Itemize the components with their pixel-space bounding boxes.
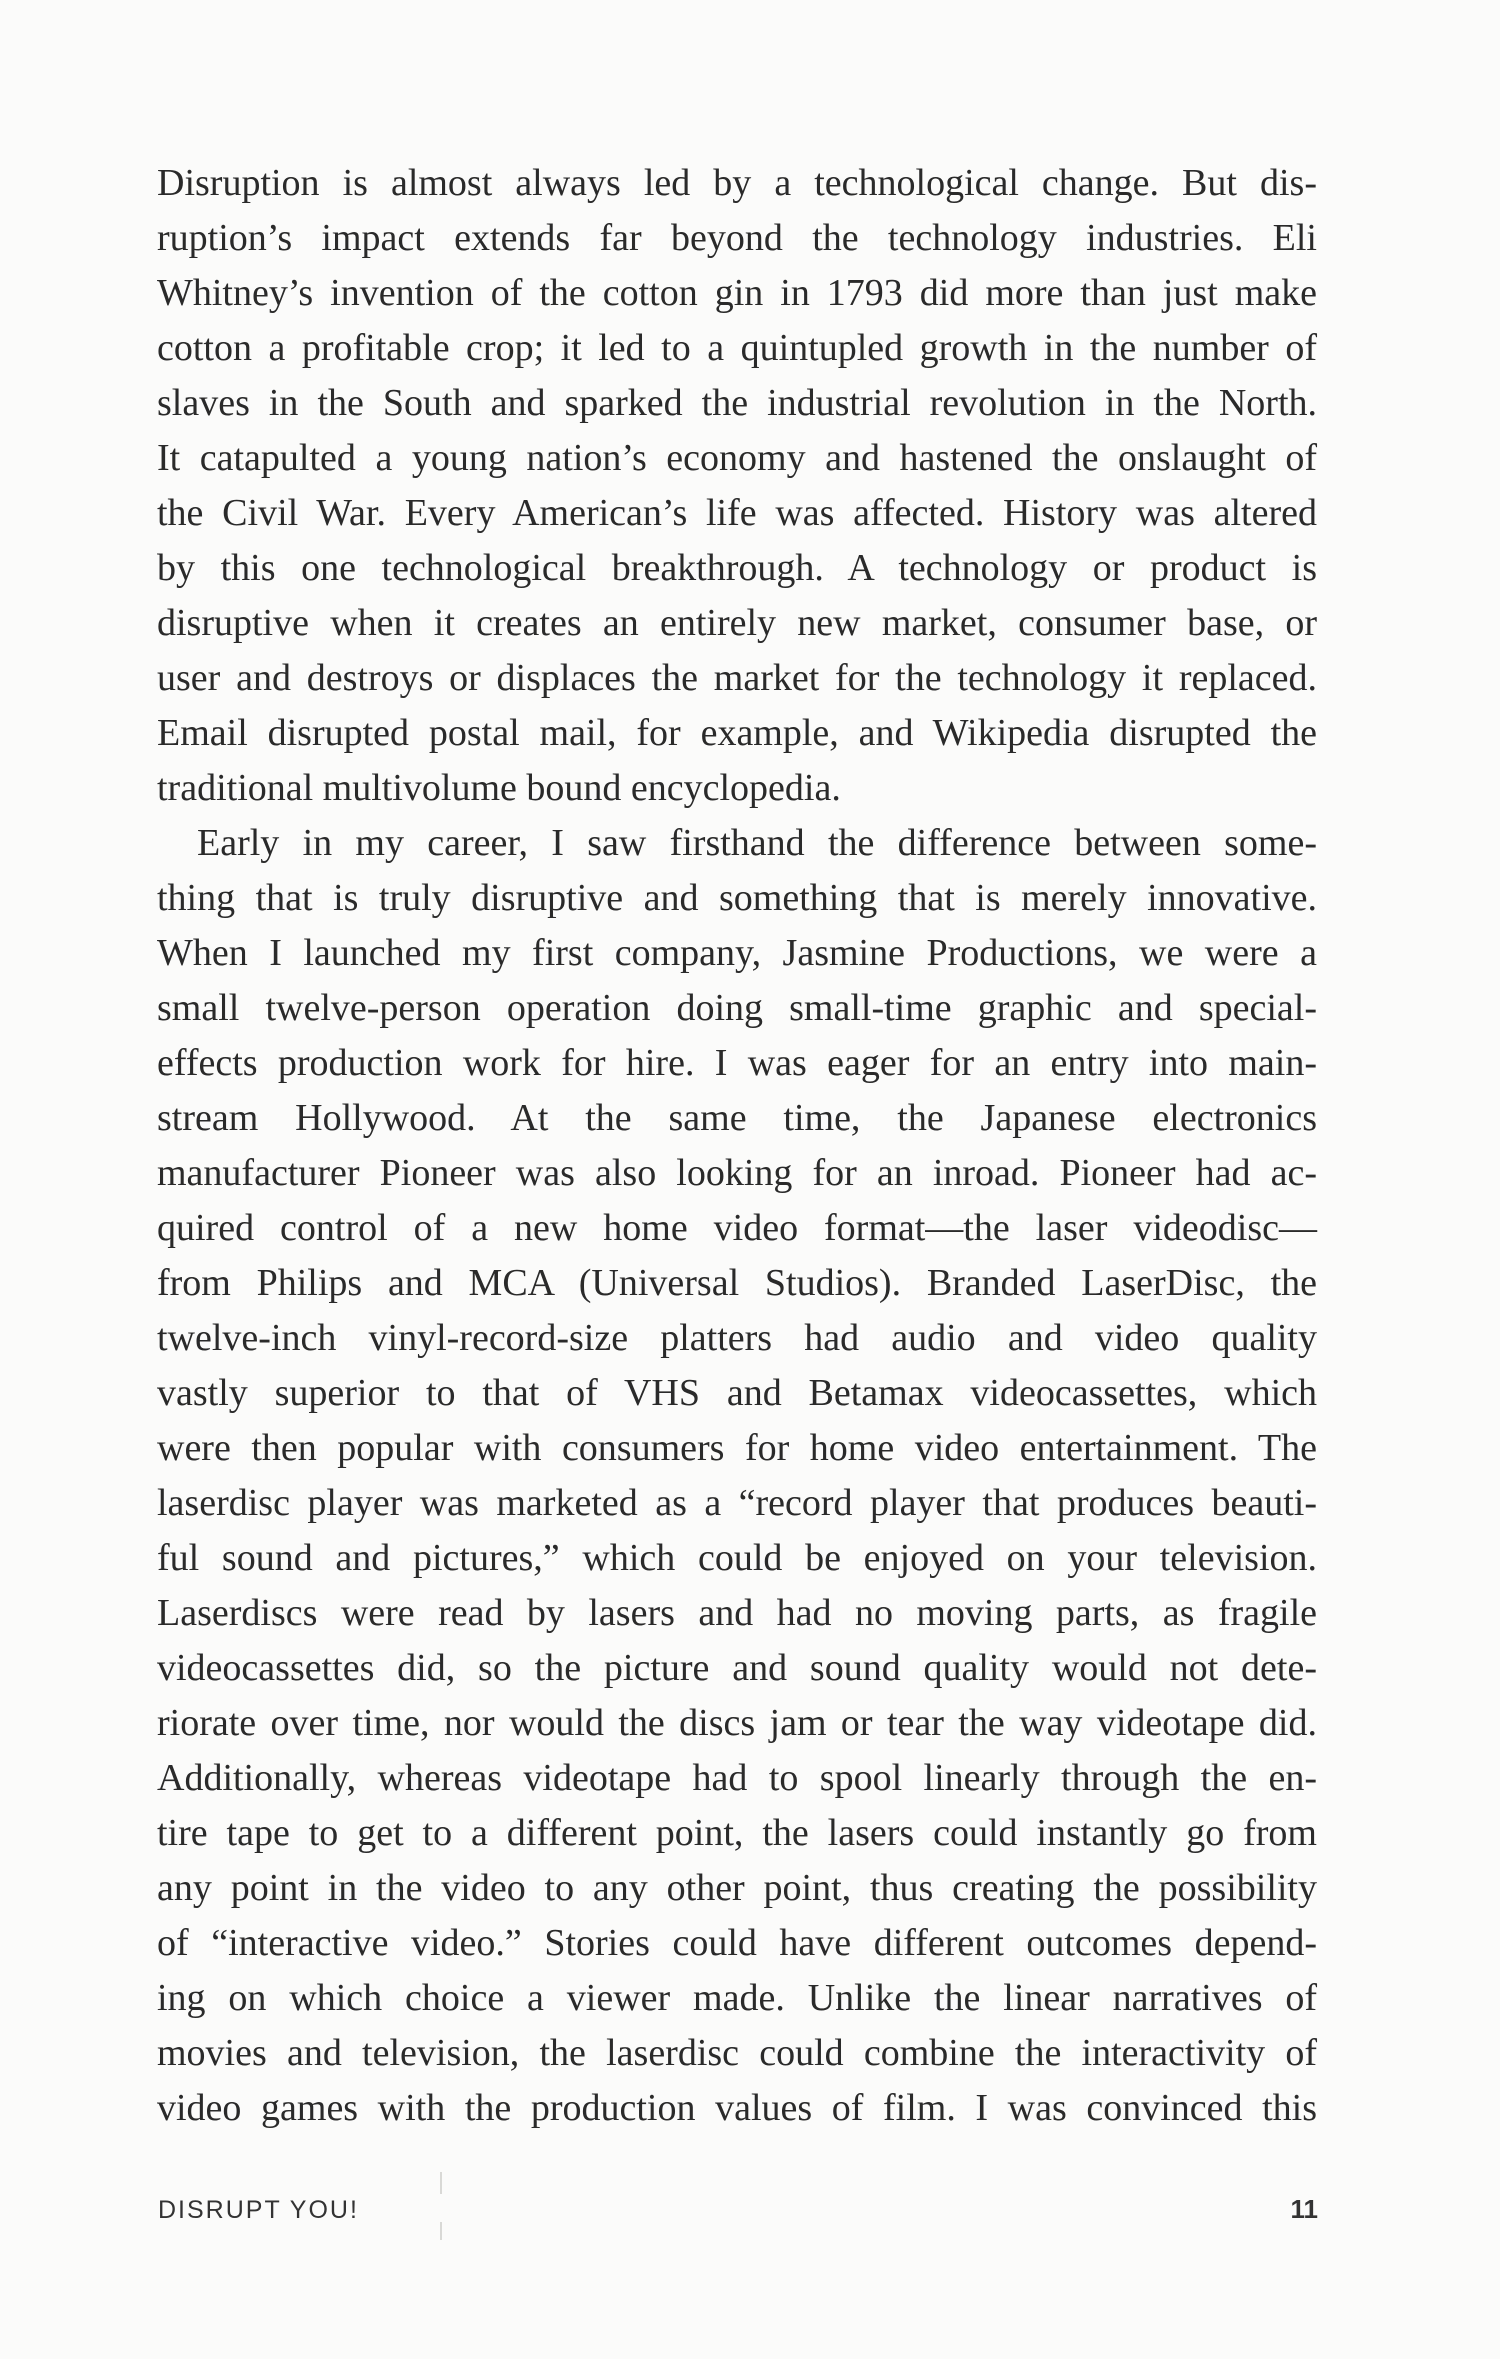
text-line: disruptive when it creates an entirely new market, consumer base, or <box>157 602 1317 644</box>
running-footer-title: DISRUPT YOU! <box>158 2196 359 2224</box>
text-line: ful sound and pictures,” which could be enjoyed on your television. <box>157 1537 1317 1579</box>
gutter-mark <box>440 2172 442 2194</box>
text-line: slaves in the South and sparked the industrial revolution in the North. <box>157 382 1317 424</box>
text-line: small twelve-person operation doing small-time graphic and special- <box>157 987 1317 1029</box>
text-line: Disruption is almost always led by a technological change. But dis- <box>157 162 1317 204</box>
page-number: 11 <box>1290 2194 1318 2224</box>
text-line: riorate over time, nor would the discs jam or tear the way videotape did. <box>157 1702 1317 1744</box>
text-line: laserdisc player was marketed as a “record player that produces beauti- <box>157 1482 1317 1524</box>
text-line: the Civil War. Every American’s life was affected. History was altered <box>157 492 1317 534</box>
text-line: Laserdiscs were read by lasers and had no moving parts, as fragile <box>157 1592 1317 1634</box>
text-line: Additionally, whereas videotape had to spool linearly through the en- <box>157 1757 1317 1799</box>
text-line: of “interactive video.” Stories could have different outcomes depend- <box>157 1922 1317 1964</box>
text-line: traditional multivolume bound encyclopedia. <box>157 767 841 809</box>
text-line: cotton a profitable crop; it led to a quintupled growth in the number of <box>157 327 1317 369</box>
text-line: movies and television, the laserdisc could combine the interactivity of <box>157 2032 1317 2074</box>
text-line: quired control of a new home video format—the laser videodisc— <box>157 1207 1317 1249</box>
text-line: Whitney’s invention of the cotton gin in 1793 did more than just make <box>157 272 1317 314</box>
text-line: thing that is truly disruptive and something that is merely innovative. <box>157 877 1317 919</box>
text-line: were then popular with consumers for home video entertainment. The <box>157 1427 1317 1469</box>
text-line: videocassettes did, so the picture and sound quality would not dete- <box>157 1647 1317 1689</box>
text-line: When I launched my first company, Jasmine Productions, we were a <box>157 932 1317 974</box>
text-line: ruption’s impact extends far beyond the technology industries. Eli <box>157 217 1317 259</box>
text-line: twelve-inch vinyl-record-size platters had audio and video quality <box>157 1317 1317 1359</box>
text-line: video games with the production values of film. I was convinced this <box>157 2087 1317 2129</box>
text-line: stream Hollywood. At the same time, the Japanese electronics <box>157 1097 1317 1139</box>
gutter-mark <box>440 2222 442 2240</box>
text-line: effects production work for hire. I was eager for an entry into main- <box>157 1042 1317 1084</box>
text-line: user and destroys or displaces the market for the technology it replaced. <box>157 657 1317 699</box>
text-line: manufacturer Pioneer was also looking for an inroad. Pioneer had ac- <box>157 1152 1317 1194</box>
text-line: Email disrupted postal mail, for example, and Wikipedia disrupted the <box>157 712 1317 754</box>
text-line: any point in the video to any other point, thus creating the possibility <box>157 1867 1317 1909</box>
text-line: by this one technological breakthrough. A technology or product is <box>157 547 1317 589</box>
text-line: from Philips and MCA (Universal Studios). Branded LaserDisc, the <box>157 1262 1317 1304</box>
text-line: tire tape to get to a different point, the lasers could instantly go from <box>157 1812 1317 1854</box>
text-line: ing on which choice a viewer made. Unlike the linear narratives of <box>157 1977 1317 2019</box>
text-line: It catapulted a young nation’s economy and hastened the onslaught of <box>157 437 1317 479</box>
body-text <box>157 156 1317 2136</box>
text-line: vastly superior to that of VHS and Betamax videocassettes, which <box>157 1372 1317 1414</box>
text-line: Early in my career, I saw firsthand the difference between some- <box>197 822 1317 864</box>
